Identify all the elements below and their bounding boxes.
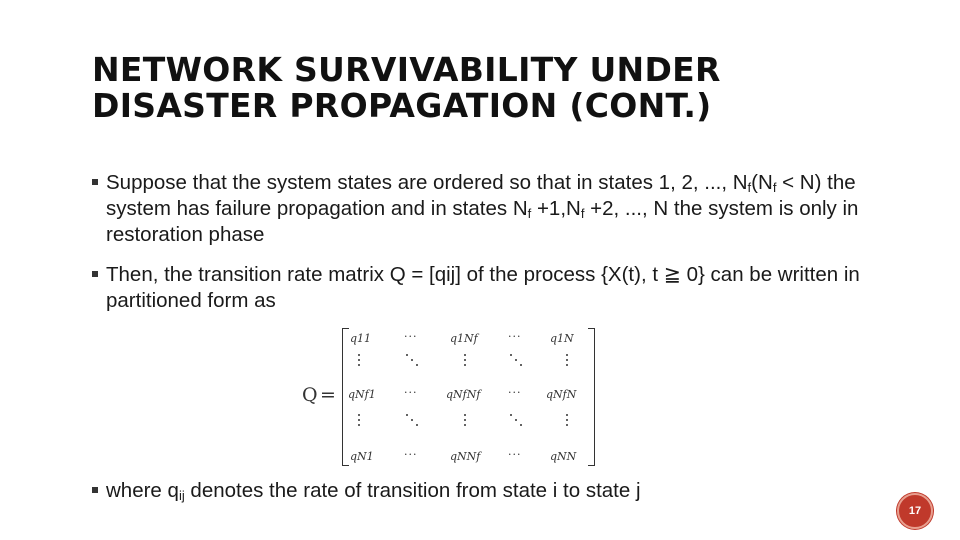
transition-matrix <box>300 322 610 470</box>
ddots <box>406 414 420 428</box>
matrix-cell: ··· <box>404 330 418 343</box>
matrix-cell: qNNf <box>450 450 481 463</box>
matrix-cell: q11 <box>350 332 372 345</box>
page-number-badge: 17 <box>897 493 933 529</box>
matrix-cell: qNN <box>550 450 577 463</box>
title-line-2: DISASTER PROPAGATION (CONT.) <box>92 86 712 125</box>
right-bracket <box>588 328 595 466</box>
ddots <box>406 354 420 368</box>
ddots <box>510 354 524 368</box>
matrix-cell: q1N <box>550 332 574 345</box>
vdots <box>358 414 361 429</box>
matrix-equals: = <box>320 384 336 406</box>
vdots <box>358 354 361 369</box>
bullet-marker <box>92 271 98 277</box>
matrix-cell: ··· <box>404 448 418 461</box>
matrix-cell: qN1 <box>350 450 374 463</box>
matrix-cell: qNfN <box>546 388 577 401</box>
bullet-marker <box>92 487 98 493</box>
matrix-cell: qNf1 <box>348 388 376 401</box>
bullet-marker <box>92 179 98 185</box>
matrix-cell: ··· <box>508 386 522 399</box>
matrix-cell: qNfNf <box>446 388 481 401</box>
bullet-3: where $q_{ij}$ denotes the rate of transition from state i to state j <box>92 478 882 504</box>
matrix-lhs: Q <box>302 384 318 406</box>
vdots <box>566 414 569 429</box>
vdots <box>464 354 467 369</box>
matrix-cell: ··· <box>404 386 418 399</box>
matrix-cell: ··· <box>508 448 522 461</box>
title-line-1: NETWORK SURVIVABILITY UNDER <box>92 50 721 89</box>
vdots <box>464 414 467 429</box>
bullet-1: Suppose that the system states are ordered so that in states 1, 2, ..., $N_f(N_f < N)$ the system has failure propagation and in states $N_f +1,N_f +2$, ..., N the system is only in restoration phase <box>92 170 882 248</box>
slide-title <box>92 52 852 124</box>
ddots <box>510 414 524 428</box>
bullet-2: Then, the transition rate matrix Q = [qij] of the process {X(t), t ≧ 0} can be written in partitioned form as <box>92 262 882 314</box>
matrix-cell: ··· <box>508 330 522 343</box>
matrix-cell: q1Nf <box>450 332 478 345</box>
vdots <box>566 354 569 369</box>
